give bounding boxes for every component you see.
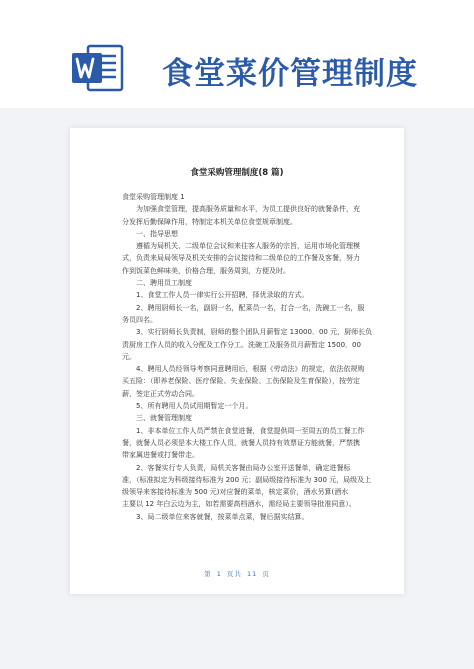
doc-line: 准，（标准拟定为科级接待标准为 200 元；副局级接待标准为 300 元，局级及上: [122, 475, 372, 484]
doc-line: 4、聘用人员经领导考察同意聘用后，根据《劳动法》的规定，依法依规购: [136, 365, 365, 374]
doc-line: 3、局二级单位来客就餐，按菜单点菜，餐后据实结算。: [136, 512, 309, 521]
doc-line: 主要以 12 年白云边为主，如若需要高档酒水，需经局主要领导批准同意）。: [122, 500, 356, 509]
pager-prefix: 第: [204, 570, 212, 578]
doc-line: 1、非本单位工作人员严禁在食堂进餐，食堂提供周一至周五的员工餐工作: [136, 426, 365, 435]
doc-line: 薪，签定正式劳动合同。: [122, 389, 199, 398]
doc-line: 餐，就餐人员必须是本大楼工作人员，就餐人员持有效票证方能就餐，严禁携: [122, 438, 360, 447]
doc-line: 级领导来客接待标准为 500 元)对应餐的菜单，核定菜价，酒水另算(酒水: [122, 488, 349, 497]
doc-line: 三、就餐管理制度: [136, 414, 192, 423]
document-body: [122, 191, 384, 523]
doc-line: 2、客餐实行专人负责，局机关客餐由局办公室开送餐单，确定进餐标: [136, 463, 351, 472]
doc-line: 分发挥后勤保障作用，特制定本机关单位食堂规章制度。: [122, 217, 297, 226]
pager-suffix: 页: [262, 570, 270, 578]
doc-line: 一、指导思想: [136, 229, 178, 238]
document-page: [70, 128, 404, 594]
header-banner: [0, 0, 474, 108]
page-indicator: [70, 569, 404, 578]
doc-line: 食堂采购管理制度 1: [122, 193, 185, 201]
page-title: 食堂菜价管理制度: [162, 56, 418, 92]
doc-line: 为加强食堂管理，提高服务质量和水平，为员工提供良好的就餐条件，充: [136, 205, 360, 214]
pager-current: 1: [216, 570, 222, 578]
doc-line: 1、食堂工作人员一律实行公开招聘，择优录取的方式。: [136, 291, 309, 300]
pager-total: 11: [247, 570, 258, 578]
doc-line: 式，负责来局局领导及机关安排的会议接待和二级单位的工作餐及客餐，努力: [122, 254, 360, 263]
word-document-icon: [70, 40, 126, 96]
doc-line: 作到饭菜色鲜味美，价格合理，服务周到，方便及时。: [122, 266, 290, 275]
doc-line: 买五险：（即养老保险、医疗保险、失业保险、工伤保险及生育保险），按劳定: [122, 377, 360, 386]
doc-line: 5、所有聘用人员试用期暂定一个月。: [136, 402, 253, 411]
doc-line: 二、聘用员工制度: [136, 279, 192, 288]
doc-line: 3、实行厨师长负责制，厨师的整个团队月薪暂定 13000．00 元，厨师长负: [136, 328, 373, 337]
document-title: 食堂采购管理制度(8 篇): [190, 168, 284, 178]
doc-line: 2、聘用厨师长一名，副厨一名，配菜员一名，打合一名，洗碗工一名，服: [136, 303, 365, 312]
doc-line: 遵循为局机关、二级单位会议和来往客人服务的宗旨，运用市场化管理模: [136, 242, 360, 251]
doc-line: 务员四名。: [122, 315, 157, 324]
doc-line: 元。: [122, 352, 136, 361]
doc-line: 责厨房工作人员的收入分配及工作分工。洗碗工及服务员月薪暂定 1500．00: [122, 340, 361, 349]
doc-line: 带家属进餐或打餐带走。: [122, 451, 199, 460]
pager-middle: 页共: [226, 570, 242, 578]
